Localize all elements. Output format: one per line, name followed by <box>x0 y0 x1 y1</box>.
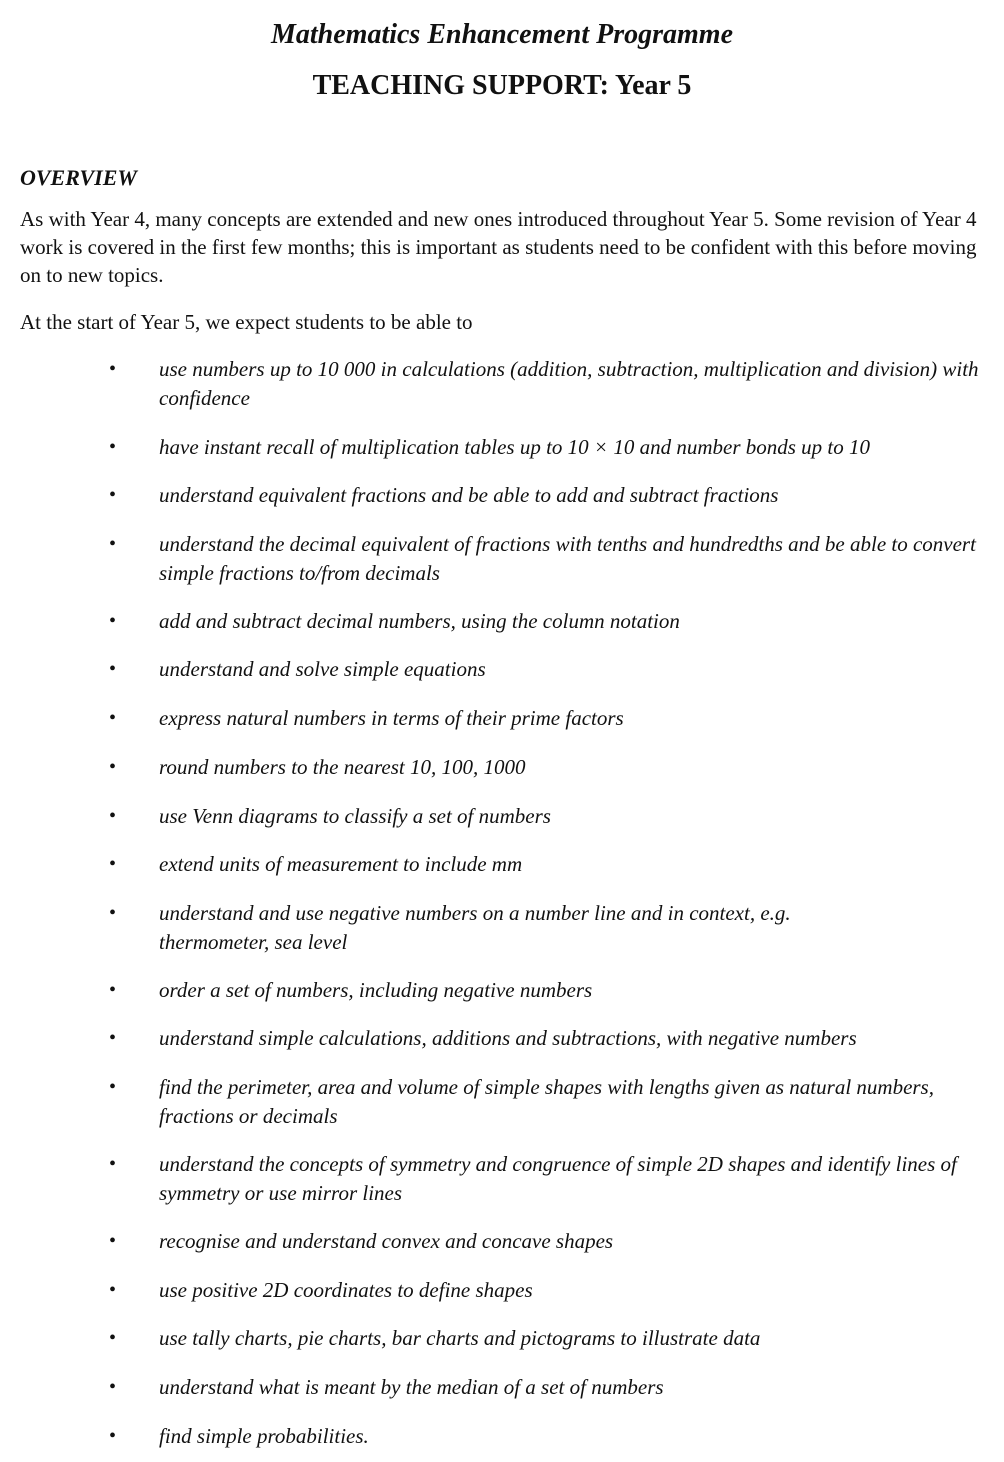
list-item-text: extend units of measurement to include mm <box>159 852 523 876</box>
document-title: Mathematics Enhancement Programme <box>270 19 734 50</box>
list-item-text: understand simple calculations, additions and subtractions, with negative numbers <box>159 1026 857 1050</box>
list-item-text: have instant recall of multiplication tables up to 10 × 10 and number bonds up to 10 <box>159 435 871 459</box>
list-item-text: use Venn diagrams to classify a set of numbers <box>159 804 551 828</box>
bullet-icon: • <box>109 1376 117 1398</box>
section-heading-overview: OVERVIEW <box>20 165 137 190</box>
list-item-text: find the perimeter, area and volume of simple shapes with lengths given as natural numbers, fractions or decimals <box>159 1075 934 1128</box>
list-item-text: find simple probabilities. <box>159 1424 369 1448</box>
bullet-icon: • <box>109 1027 117 1049</box>
list-item-text: order a set of numbers, including negative numbers <box>159 978 593 1002</box>
list-item-text: express natural numbers in terms of their prime factors <box>159 706 624 730</box>
bullet-icon: • <box>109 610 117 632</box>
bullet-icon: • <box>109 533 117 555</box>
list-item-text: use numbers up to 10 000 in calculations (addition, subtraction, multiplication and division) with confidence <box>159 357 979 410</box>
list-item-text: use positive 2D coordinates to define shapes <box>159 1278 533 1302</box>
list-item-text: understand the decimal equivalent of fractions with tenths and hundredths and be able to convert simple fractions to/from decimals <box>159 532 976 585</box>
list-item-text: recognise and understand convex and concave shapes <box>159 1229 614 1253</box>
intro-paragraph: As with Year 4, many concepts are extended and new ones introduced throughout Year 5. Some revision of Year 4 work is covered in the first few months; this is important as students need to be confident with this before moving on to new topics. <box>20 207 977 287</box>
bullet-icon: • <box>109 1076 117 1098</box>
bullet-icon: • <box>109 979 117 1001</box>
list-item-text: add and subtract decimal numbers, using the column notation <box>159 609 680 633</box>
lead-in-paragraph: At the start of Year 5, we expect students to be able to <box>20 310 473 334</box>
bullet-icon: • <box>109 484 117 506</box>
bullet-icon: • <box>109 707 117 729</box>
document-subtitle: TEACHING SUPPORT: Year 5 <box>312 70 692 101</box>
bullet-icon: • <box>109 756 117 778</box>
list-item-text: understand the concepts of symmetry and congruence of simple 2D shapes and identify lines of symmetry or use mirror lines <box>159 1152 957 1205</box>
bullet-icon: • <box>109 436 117 458</box>
bullet-icon: • <box>109 853 117 875</box>
bullet-icon: • <box>109 1327 117 1349</box>
list-item-text: understand what is meant by the median of a set of numbers <box>159 1375 664 1399</box>
bullet-icon: • <box>109 1153 117 1175</box>
bullet-icon: • <box>109 1279 117 1301</box>
list-item-text: understand and solve simple equations <box>159 657 486 681</box>
bullet-icon: • <box>109 358 117 380</box>
bullet-icon: • <box>109 1230 117 1252</box>
bullet-icon: • <box>109 1425 117 1447</box>
bullet-icon: • <box>109 805 117 827</box>
list-item-text: round numbers to the nearest 10, 100, 1000 <box>159 755 526 779</box>
bullet-icon: • <box>109 902 117 924</box>
bullet-icon: • <box>109 658 117 680</box>
list-item-text: use tally charts, pie charts, bar charts and pictograms to illustrate data <box>159 1326 761 1350</box>
list-item-text: understand equivalent fractions and be able to add and subtract fractions <box>159 483 779 507</box>
list-item-text: understand and use negative numbers on a number line and in context, e.g. thermometer, sea level <box>159 901 791 954</box>
